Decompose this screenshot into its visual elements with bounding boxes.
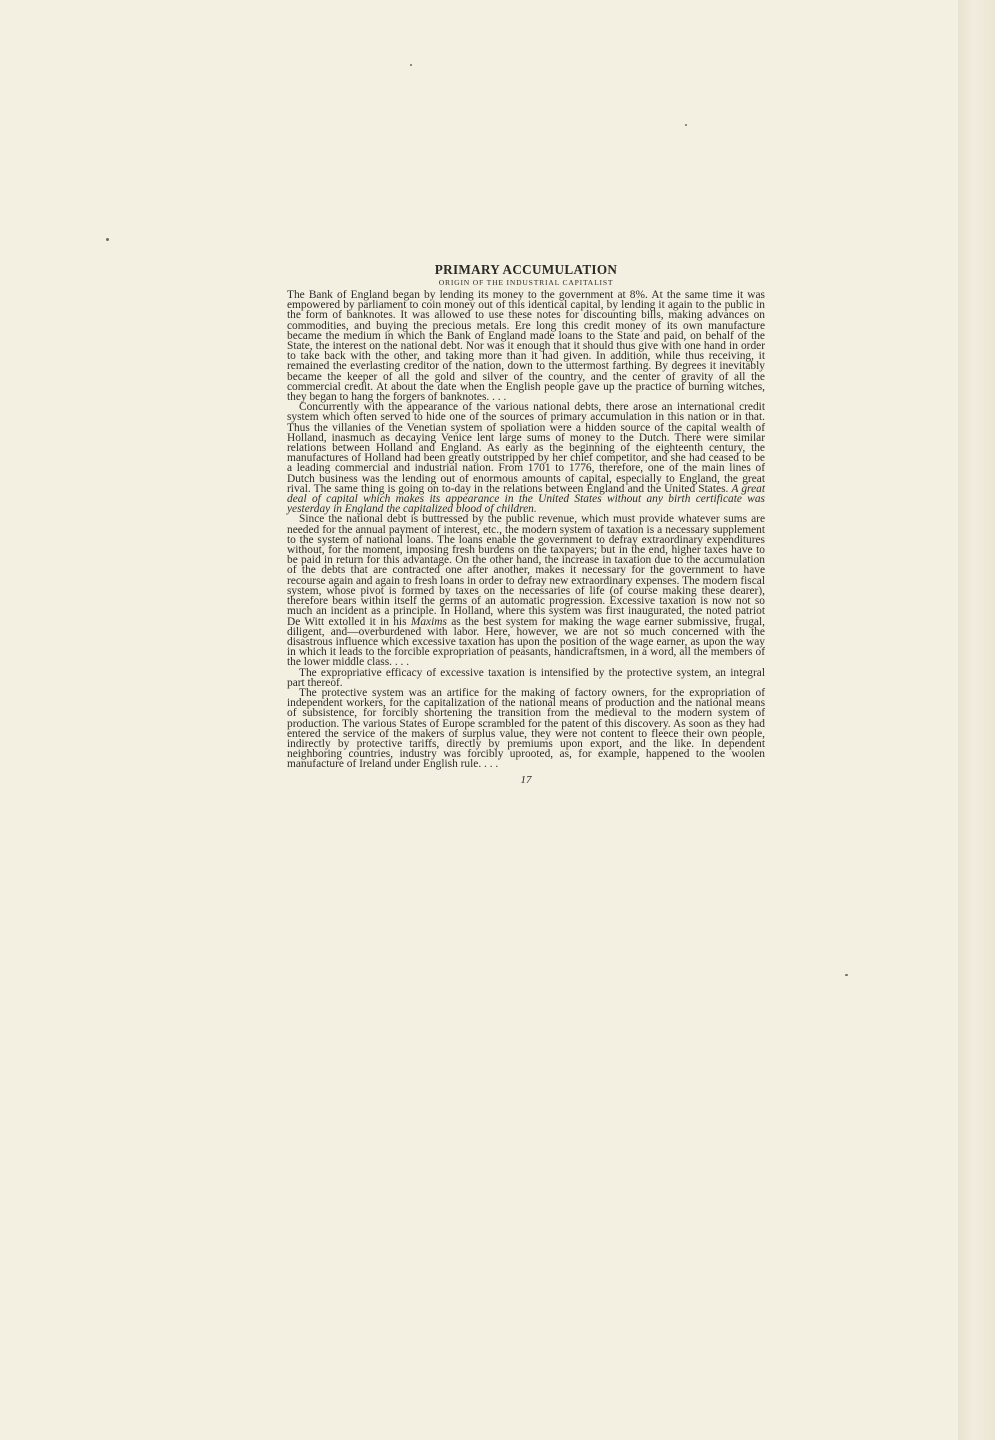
paragraph-4: [287, 668, 765, 688]
paragraph-italic-text: A great deal of capital which makes its appearance in the United States without any birth certificate was yesterday in England the capitalized blood of children.: [287, 482, 765, 516]
paragraph-3: [287, 514, 765, 667]
paper-speck: [845, 974, 848, 976]
paragraph-text: as the best system for making the wage earner submissive, frugal, diligent, and—overburdened with labor. Here, however, we are not so much concerned with the disastrous influence which excessive taxation has upon the position of the wage earner, as upon the way in which it leads to the forcible expropriation of peasants, handicraftsmen, in a word, all the members of the lower middle class. . . .: [287, 615, 766, 669]
paragraph-1: [287, 290, 765, 402]
page-subtitle: ORIGIN OF THE INDUSTRIAL CAPITALIST: [438, 278, 614, 287]
paragraph-5: [287, 688, 765, 770]
article: [287, 263, 765, 786]
paper-speck: [410, 64, 412, 66]
paragraph-text: The protective system was an artifice for the making of factory owners, for the expropriation of independent workers, for the capitalization of the national means of production and the national means of subsistence, for forcibly shortening the transition from the medieval to the modern system of production. The various States of Europe scrambled for the patent of this discovery. As soon as they had entered the service of the makers of surplus value, they were not content to fleece their own people, indirectly by protective tariffs, directly by premiums upon export, and the like. In dependent neighboring countries, industry was forcibly uprooted, as, for example, happened to the woolen manufacture of Ireland under English rule. . . .: [287, 686, 765, 771]
paper-speck: [106, 238, 109, 241]
page-title: PRIMARY ACCUMULATION: [434, 262, 618, 277]
next-page-edge: [958, 0, 995, 1440]
paragraph-text: The Bank of England began by lending its money to the government at 8%. At the same time it was empowered by parliament to coin money out of this identical capital, by lending it again to the public in the form of banknotes. It was allowed to use these notes for discounting bills, making advances on commodities, and buying the precious metals. Ere long this credit money of its own manufacture became the medium in which the Bank of England made loans to the State and paid, on behalf of the State, the interest on the national debt. Nor was it enough that it should thus give with one hand in order to take back with the other, and taking more than it had given. In addition, while thus receiving, it remained the everlasting creditor of the nation, down to the uttermost farthing. By degrees it inevitably became the keeper of all the gold and silver of the country, and the center of gravity of all the commercial credit. At about the date when the English people gave up the practice of burning witches, they began to hang the forgers of banknotes. . . .: [287, 289, 765, 404]
book-title-italic: Maxims: [410, 615, 447, 628]
paragraph-text: Concurrently with the appearance of the various national debts, there arose an international credit system which often served to hide one of the sources of primary accumulation in this nation or in that. Thus the villanies of the Venetian system of spoliation were a hidden source of the capital wealth of Holland, inasmuch as decaying Venice lent large sums of money to the Dutch. There were similar relations between Holland and England. As early as the beginning of the eighteenth century, the manufactures of Holland had been greatly outstripped by her chief competitor, and she had ceased to be a leading commercial and industrial nation. From 1701 to 1776, therefore, one of the main lines of Dutch business was the lending out of enormous amounts of capital, especially to England, the great rival. The same thing is going on to-day in the relations between England and the United States.: [287, 401, 765, 495]
paragraph-2: [287, 402, 765, 514]
page-number: 17: [520, 773, 532, 786]
paragraph-text: Since the national debt is buttressed by the public revenue, which must provide whatever sums are needed for the annual payment of interest, etc., the modern system of taxation is a necessary supplement to the system of national loans. The loans enable the government to defray extraordinary expenditures without, for the moment, imposing fresh burdens on the taxpayers; but in the end, higher taxes have to be paid in return for this advantage. On the other hand, the increase in taxation due to the accumulation of the debts that are contracted one after another, makes it necessary for the government to have recourse again and again to fresh loans in order to defray new extraordinary expenses. The modern fiscal system, whose pivot is formed by taxes on the necessaries of life (of course making these dearer), therefore bears within itself the germs of an automatic progression. Excessive taxation is now not so much an incident as a principle. In Holland, where this system was first inaugurated, the noted patriot De Witt extolled it in his: [287, 513, 765, 628]
paper-speck: [685, 124, 687, 126]
paragraph-text: The expropriative efficacy of excessive taxation is intensified by the protective system, an integral part thereof.: [287, 666, 765, 689]
